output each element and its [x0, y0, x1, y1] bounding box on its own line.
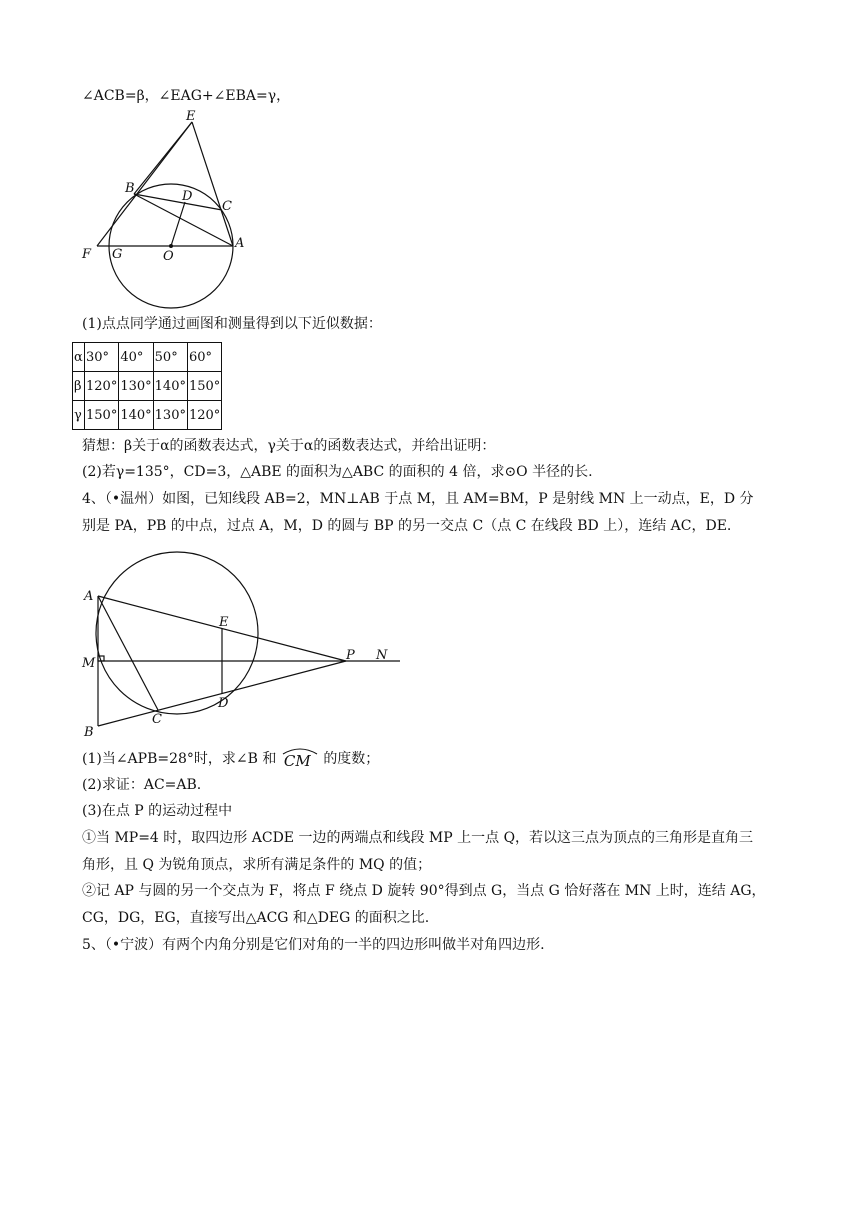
table-head: β	[73, 372, 85, 401]
text-q4-line2: 别是 PA，PB 的中点，过点 A，M，D 的圆与 BP 的另一交点 C（点 C 在线段 BD 上），连结 AC，DE.	[82, 518, 732, 534]
table-head: γ	[73, 401, 85, 430]
text-p2: (2)若γ=135°，CD=3，△ABE 的面积为△ABC 的面积的 4 倍，求⊙O 半径的长.	[82, 464, 593, 480]
table-cell: 150°	[85, 401, 119, 430]
table-cell: 120°	[187, 401, 221, 430]
fig2-label-B: B	[84, 725, 94, 740]
fig1-label-F: F	[82, 247, 92, 262]
fig2-label-A: A	[84, 589, 94, 604]
arc-label: CM	[283, 752, 311, 770]
fig1-label-E: E	[186, 109, 196, 124]
table-cell: 140°	[119, 401, 153, 430]
table-cell: 130°	[153, 401, 187, 430]
fig2-label-P: P	[346, 648, 355, 663]
text-q4-1-part2: 的度数；	[323, 751, 380, 767]
text-q4-3a-1: ①当 MP=4 时，取四边形 ACDE 一边的两端点和线段 MP 上一点 Q，若以这三点为顶点的三角形是直角三	[82, 830, 754, 846]
text-q4-3: (3)在点 P 的运动过程中	[82, 803, 233, 819]
text-guess: 猜想：β关于α的函数表达式，γ关于α的函数表达式，并给出证明：	[82, 438, 496, 454]
table-cell: 50°	[153, 343, 187, 372]
table-cell: 30°	[85, 343, 119, 372]
text-q4-2: (2)求证：AC=AB.	[82, 777, 202, 793]
fig1-label-C: C	[222, 199, 232, 214]
text-p1-intro: (1)点点同学通过画图和测量得到以下近似数据：	[82, 316, 382, 332]
text-q4-1	[82, 748, 379, 770]
text-q4-1-part1: (1)当∠APB=28°时，求∠B 和	[82, 751, 277, 767]
table-cell: 140°	[153, 372, 187, 401]
text-q4-3a-2: 角形，且 Q 为锐角顶点，求所有满足条件的 MQ 的值；	[82, 857, 432, 873]
table-cell: 120°	[85, 372, 119, 401]
text-q4-3b-2: CG，DG，EG，直接写出△ACG 和△DEG 的面积之比.	[82, 910, 430, 926]
table-cell: 130°	[119, 372, 153, 401]
text-q4-line1: 4、（•温州）如图，已知线段 AB=2，MN⊥AB 于点 M，且 AM=BM，P 是射线 MN 上一动点，E，D 分	[82, 491, 754, 507]
fig1-label-A: A	[235, 236, 245, 251]
fig2-label-N: N	[376, 648, 388, 663]
text-q4-3b-1: ②记 AP 与圆的另一个交点为 F，将点 F 绕点 D 旋转 90°得到点 G，当点 G 恰好落在 MN 上时，连结 AG，	[82, 883, 766, 899]
fig1-label-G: G	[112, 247, 123, 262]
text-q5: 5、（•宁波）有两个内角分别是它们对角的一半的四边形叫做半对角四边形.	[82, 937, 545, 953]
fig2-label-M: M	[82, 656, 96, 671]
fig2-label-C: C	[152, 712, 162, 727]
fig2-label-E: E	[219, 615, 229, 630]
table-cell: 60°	[187, 343, 221, 372]
table-head: α	[73, 343, 85, 372]
table-cell: 40°	[119, 343, 153, 372]
fig1-label-O: O	[163, 249, 174, 264]
text-line-1: ∠ACB=β，∠EAG+∠EBA=γ，	[82, 88, 291, 104]
fig2-label-D: D	[218, 696, 229, 711]
arc-cm	[281, 748, 319, 770]
table-cell: 150°	[187, 372, 221, 401]
fig1-label-B: B	[125, 181, 135, 196]
fig1-label-D: D	[182, 189, 193, 204]
